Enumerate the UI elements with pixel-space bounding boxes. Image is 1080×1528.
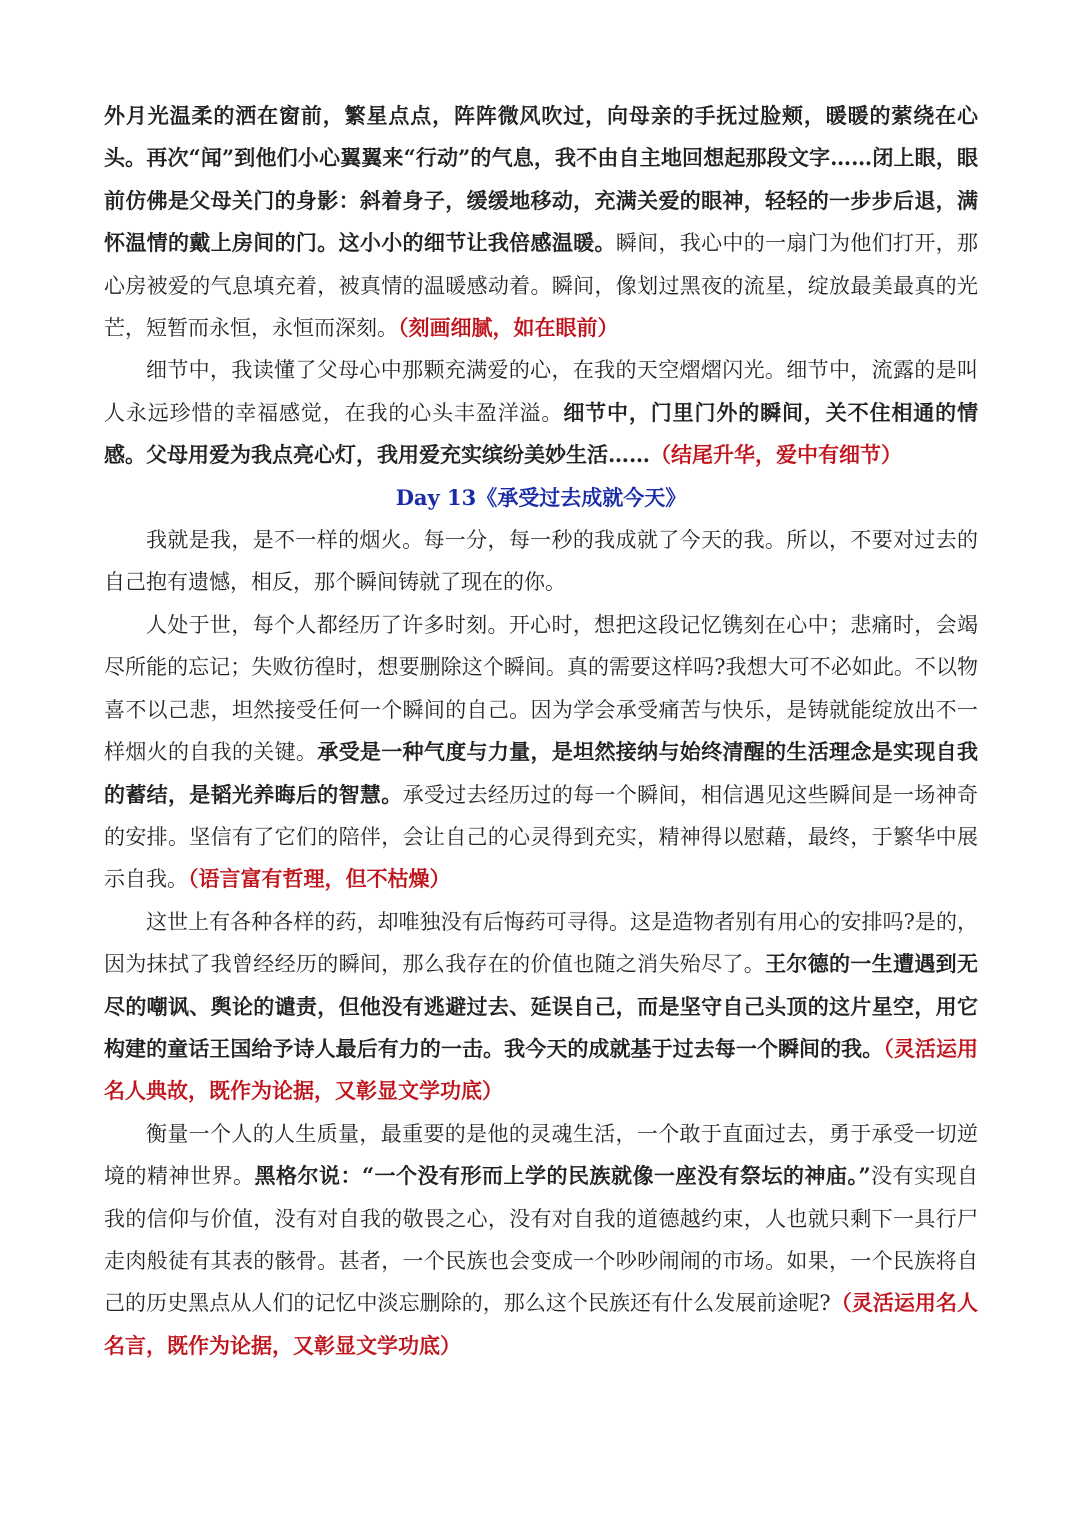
body-text: 人处于世，每个人都经历了许多时刻。开心时，想把这段记忆镌刻在心中；悲痛时，会竭尽所能的忘记；失败彷徨时，想要删除这个瞬间。真的需要这样吗?我想大可不必如此。不以物喜不以己悲，坦然接受任何一个瞬间的自己。因为学会承受痛苦与快乐，是铸就能绽放出不一样烟火的自我的关键。: [104, 612, 978, 765]
body-text: 衡量一个人的人生质量，最重要的是他的灵魂生活，一个敢于直面过去，勇于承受一切逆境的精神世界。: [104, 1121, 978, 1189]
annotation-comment: （刻画细腻，如在眼前）: [398, 315, 619, 341]
body-text: 这世上有各种各样的药，却唯独没有后悔药可寻得。这是造物者别有用心的安排吗?是的，因为抹拭了我曾经经历的瞬间，那么我存在的价值也随之消失殆尽了。: [104, 909, 978, 977]
paragraph-2: [104, 349, 978, 476]
body-text: 细节中，我读懂了父母心中那颗充满爱的心，在我的天空熠熠闪光。细节中，流露的是叫人永远珍惜的幸福感觉，在我的心头丰盈洋溢。: [104, 358, 978, 425]
bold-text: 承受是一种气度与力量，是坦然接纳与始终清醒的生活理念是实现自我的蓄结，是韬光养晦后的智慧。: [104, 739, 978, 807]
annotation-comment: （结尾升华，爱中有细节）: [650, 442, 902, 468]
paragraph-5: [104, 901, 978, 1113]
annotation-comment: （灵活运用名人典故，既作为论据，又彰显文学功底）: [104, 1035, 979, 1104]
bold-text: 外月光温柔的洒在窗前，繁星点点，阵阵微风吹过，向母亲的手抚过脸颊，暖暖的萦绕在心头。再次“闻”到他们小心翼翼来“行动”的气息，我不由自主地回想起那段文字……闭上眼，眼前仿佛是父母关门的身影：斜着身子，缓缓地移动，充满关爱的眼神，轻轻的一步步后退，满怀温情的戴上房间的门。这小小的细节让我倍感温暖。: [104, 103, 978, 256]
paragraph-6: [104, 1113, 978, 1367]
bold-text: 王尔德的一生遭遇到无尽的嘲讽、舆论的谴责，但他没有逃避过去、延误自己，而是坚守自己头顶的这片星空，用它构建的童话王国给予诗人最后有力的一击。我今天的成就基于过去每一个瞬间的我。: [104, 951, 979, 1061]
body-text: 没有实现自我的信仰与价值，没有对自我的敬畏之心，没有对自我的道德越约束，人也就只剩下一具行尸走肉般徒有其表的骸骨。甚者，一个民族也会变成一个吵吵闹闹的市场。如果，一个民族将自己的历史黑点从人们的记忆中淡忘删除的，那么这个民族还有什么发展前途呢?: [104, 1164, 979, 1316]
paragraph-4: [104, 604, 978, 901]
section-heading: Day 13《承受过去成就今天》: [395, 484, 687, 510]
paragraph-1: [104, 95, 978, 349]
body-text: 承受过去经历过的每一个瞬间，相信遇见这些瞬间是一场神奇的安排。坚信有了它们的陪伴，会让自己的心灵得到充实，精神得以慰藉，最终，于繁华中展示自我。: [104, 782, 979, 892]
annotation-comment: （灵活运用名人名言，既作为论据，又彰显文学功底）: [104, 1290, 978, 1358]
body-text: 瞬间，我心中的一扇门为他们打开，那心房被爱的气息填充着，被真情的温暖感动着。瞬间，像划过黑夜的流星，绽放最美最真的光芒，短暂而永恒，永恒而深刻。: [104, 231, 979, 341]
body-text: 我就是我，是不一样的烟火。每一分，每一秒的我成就了今天的我。所以，不要对过去的自己抱有遗憾，相反，那个瞬间铸就了现在的你。: [104, 528, 978, 595]
bold-text: 细节中，门里门外的瞬间，关不住相通的情感。父母用爱为我点亮心灯，我用爱充实缤纷美妙生活……: [104, 399, 979, 468]
document-page: [104, 95, 978, 1367]
bold-text: 黑格尔说：“一个没有形而上学的民族就像一座没有祭坛的神庙。”: [254, 1163, 871, 1189]
paragraph-3: [104, 519, 978, 604]
annotation-comment: （语言富有哲理，但不枯燥）: [188, 866, 451, 892]
